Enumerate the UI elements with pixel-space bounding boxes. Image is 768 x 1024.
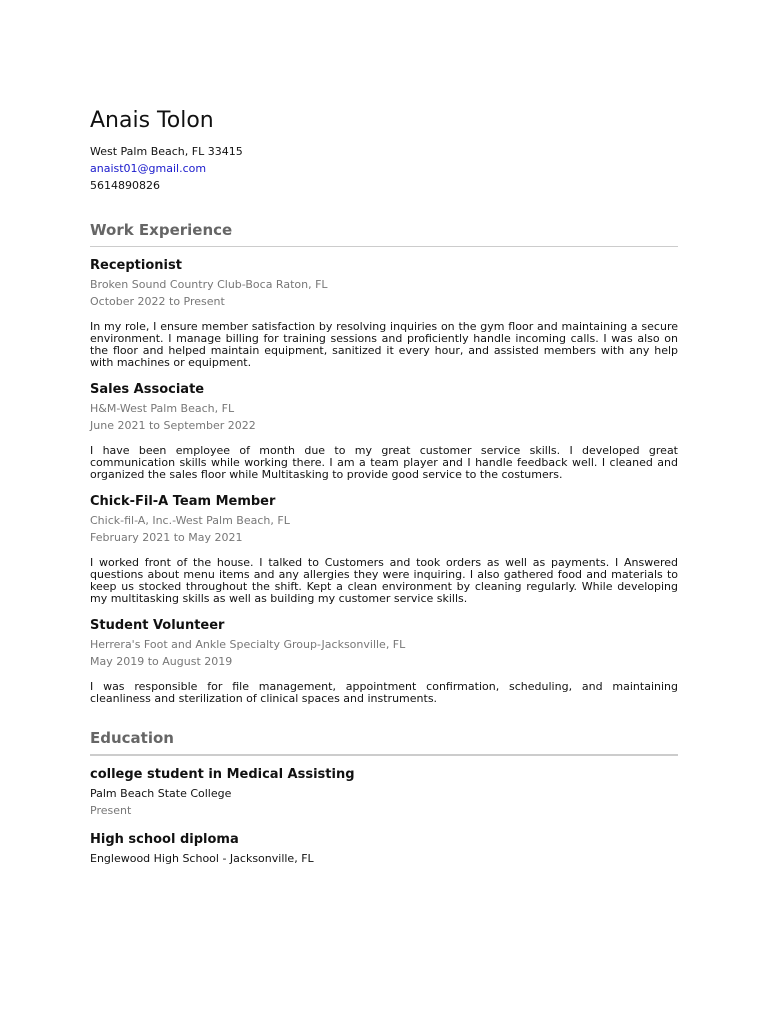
job-dates: February 2021 to May 2021 [90, 531, 243, 544]
education-dates: Present [90, 804, 132, 817]
degree-title: college student in Medical Assisting [90, 767, 355, 782]
job-employer: H&M-West Palm Beach, FL [90, 402, 235, 415]
section-divider [90, 246, 678, 247]
job-entry [90, 493, 678, 605]
job-employer: Chick-fil-A, Inc.-West Palm Beach, FL [90, 514, 290, 527]
section-title-education: Education [90, 729, 174, 747]
job-title: Receptionist [90, 258, 182, 273]
education-entry [90, 831, 678, 867]
work-experience-section [90, 220, 678, 705]
job-dates: October 2022 to Present [90, 295, 225, 308]
job-title: Chick-Fil-A Team Member [90, 494, 276, 509]
school-name: Palm Beach State College [90, 787, 232, 800]
school-name: Englewood High School - Jacksonville, FL [90, 852, 314, 865]
job-employer: Broken Sound Country Club-Boca Raton, FL [90, 278, 328, 291]
job-description: I worked front of the house. I talked to Customers and took orders as well as payments. I Answered questions about menu items and any allergies they were inquiring. I also gathered food and materials to keep us stocked throughout the shift. Kept a clean environment by cleaning regularly. While developing my multitasking skills as well as building my customer service skills. [90, 556, 678, 605]
candidate-name: Anais Tolon [90, 108, 214, 133]
job-entry [90, 617, 678, 705]
job-title: Student Volunteer [90, 618, 225, 633]
location-text: West Palm Beach, FL 33415 [90, 145, 243, 158]
degree-title: High school diploma [90, 832, 239, 847]
education-section [90, 728, 678, 867]
job-entry [90, 257, 678, 369]
job-dates: May 2019 to August 2019 [90, 655, 233, 668]
education-entry [90, 766, 678, 819]
phone-text: 5614890826 [90, 179, 160, 192]
section-title-work: Work Experience [90, 221, 233, 239]
email-link[interactable]: anaist01@gmail.com [90, 162, 207, 175]
resume-header [90, 108, 678, 194]
section-divider [90, 754, 678, 756]
job-title: Sales Associate [90, 382, 205, 397]
job-employer: Herrera's Foot and Ankle Specialty Group-Jacksonville, FL [90, 638, 406, 651]
job-dates: June 2021 to September 2022 [90, 419, 256, 432]
job-description: I have been employee of month due to my great customer service skills. I developed great communication skills while working there. I am a team player and I handle feedback well. I cleaned and organized the sales floor while Multitasking to provide good service to the costumers. [90, 444, 678, 481]
job-description: In my role, I ensure member satisfaction by resolving inquiries on the gym floor and maintaining a secure environment. I manage billing for training sessions and proficiently handle incoming calls. I was also on the floor and helped maintain equipment, sanitized it every hour, and assisted members with any help with machines or equipment. [90, 320, 678, 369]
job-description: I was responsible for file management, appointment confirmation, scheduling, and maintaining cleanliness and sterilization of clinical spaces and instruments. [90, 680, 678, 705]
job-entry [90, 381, 678, 481]
